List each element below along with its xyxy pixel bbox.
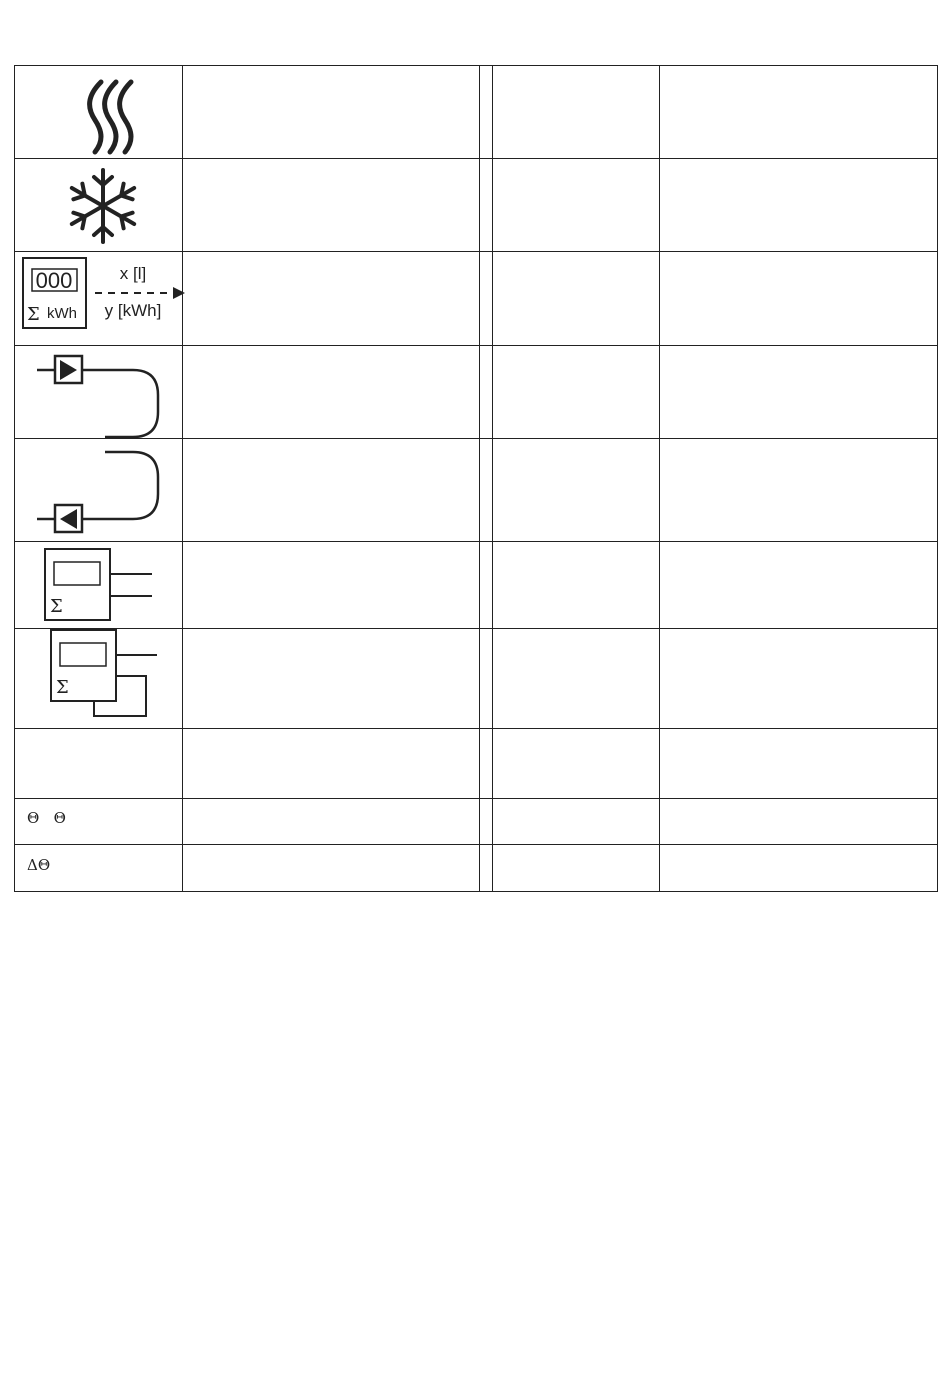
symbol-cell	[15, 629, 183, 729]
remark-cell	[660, 729, 938, 799]
table-row	[15, 542, 938, 629]
meter-input-label: x [l]	[119, 264, 147, 283]
table-row	[15, 159, 938, 252]
spacer-cell	[480, 542, 493, 629]
remark-cell	[660, 66, 938, 159]
description-cell	[183, 542, 480, 629]
value-cell	[493, 542, 660, 629]
remark-cell	[660, 439, 938, 542]
remark-cell	[660, 252, 938, 346]
value-cell	[493, 346, 660, 439]
meter-sum-unit: kWh	[47, 305, 77, 322]
remark-cell	[660, 542, 938, 629]
description-cell	[183, 439, 480, 542]
flow-inlet-icon	[15, 346, 183, 439]
theta-symbol-label: Θ Θ	[27, 809, 66, 827]
symbol-cell	[15, 439, 183, 542]
spacer-cell	[480, 439, 493, 542]
table-row	[15, 346, 938, 439]
remark-cell	[660, 629, 938, 729]
table-row	[15, 799, 938, 845]
symbol-cell	[15, 729, 183, 799]
delta-theta-symbol-label: ΔΘ	[27, 856, 51, 874]
meter-output-label: y [kWh]	[104, 301, 162, 320]
meter-display-text: 000	[35, 268, 73, 293]
spacer-cell	[480, 346, 493, 439]
symbol-cell	[15, 845, 183, 892]
spacer-cell	[480, 159, 493, 252]
spacer-cell	[480, 629, 493, 729]
table-row	[15, 252, 938, 346]
value-cell	[493, 252, 660, 346]
symbol-cell	[15, 252, 183, 346]
description-cell	[183, 252, 480, 346]
table-row	[15, 66, 938, 159]
snowflake-icon	[15, 159, 183, 252]
table-row	[15, 439, 938, 542]
calculator-loop-icon	[15, 629, 183, 729]
spacer-cell	[480, 729, 493, 799]
remark-cell	[660, 159, 938, 252]
energy-meter-icon	[15, 252, 191, 346]
value-cell	[493, 159, 660, 252]
description-cell	[183, 629, 480, 729]
table-row	[15, 729, 938, 799]
spacer-cell	[480, 799, 493, 845]
calculator-two-outputs-icon	[15, 542, 183, 629]
return-outlet-icon	[15, 439, 183, 542]
symbol-cell	[15, 159, 183, 252]
heat-waves-icon	[15, 66, 183, 159]
description-cell	[183, 346, 480, 439]
spacer-cell	[480, 66, 493, 159]
description-cell	[183, 729, 480, 799]
symbol-cell	[15, 542, 183, 629]
table-row	[15, 845, 938, 892]
description-cell	[183, 845, 480, 892]
value-cell	[493, 439, 660, 542]
remark-cell	[660, 346, 938, 439]
symbol-cell	[15, 66, 183, 159]
value-cell	[493, 799, 660, 845]
svg-text:Σ: Σ	[50, 596, 63, 617]
table-row	[15, 629, 938, 729]
symbol-table	[14, 65, 938, 892]
remark-cell	[660, 845, 938, 892]
symbol-cell	[15, 346, 183, 439]
value-cell	[493, 845, 660, 892]
description-cell	[183, 159, 480, 252]
value-cell	[493, 729, 660, 799]
symbol-cell	[15, 799, 183, 845]
value-cell	[493, 629, 660, 729]
spacer-cell	[480, 252, 493, 346]
description-cell	[183, 66, 480, 159]
value-cell	[493, 66, 660, 159]
spacer-cell	[480, 845, 493, 892]
remark-cell	[660, 799, 938, 845]
description-cell	[183, 799, 480, 845]
svg-text:Σ: Σ	[27, 304, 40, 325]
svg-text:Σ: Σ	[56, 677, 69, 698]
